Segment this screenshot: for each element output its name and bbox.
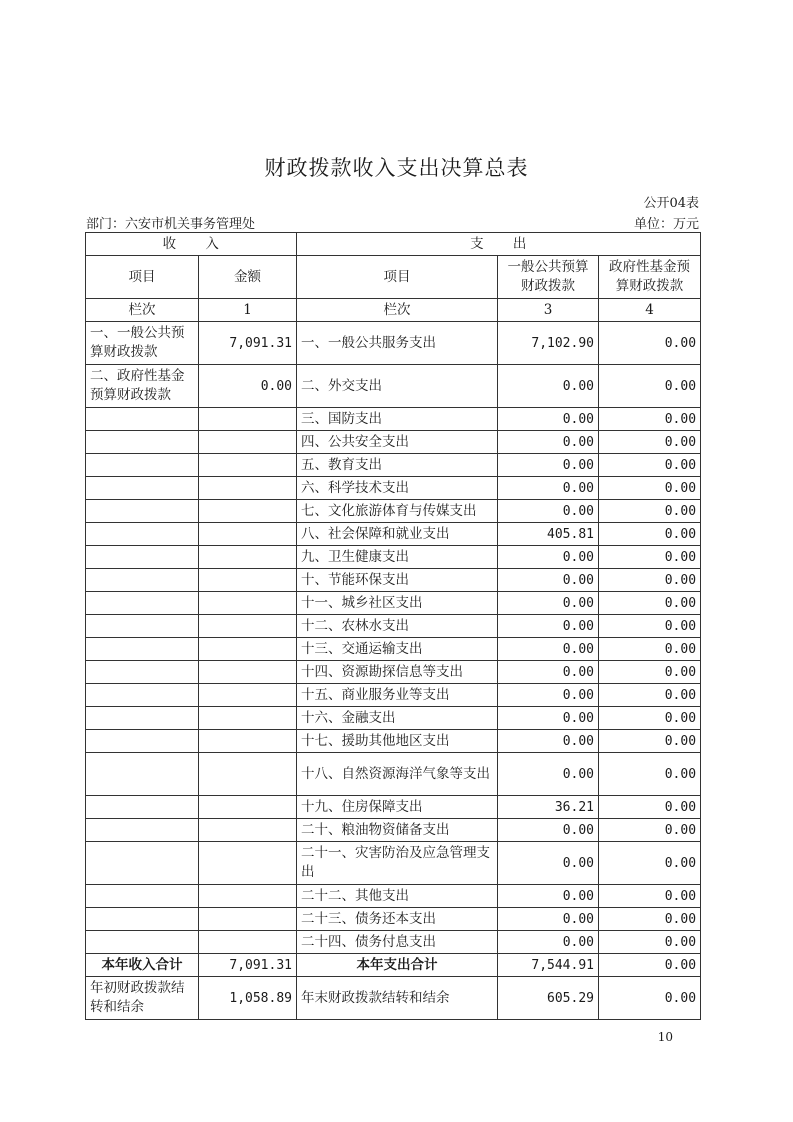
gov-fund-value: 0.00 [599,753,701,796]
page-number: 10 [657,1030,673,1044]
table-row [86,753,701,796]
general-budget-value: 0.00 [498,931,599,954]
gov-fund-value: 0.00 [599,796,701,819]
expense-item: 八、社会保障和就业支出 [297,523,498,546]
general-budget-value: 7,102.90 [498,322,599,365]
gov-fund-value: 0.00 [599,454,701,477]
expense-item: 二十三、债务还本支出 [297,908,498,931]
income-carryover-label: 年初财政拨款结转和结余 [86,977,199,1020]
gov-fund-value: 0.00 [599,569,701,592]
gov-fund-value: 0.00 [599,931,701,954]
table-row [86,477,701,500]
col-index-1: 1 [199,299,297,322]
table-row [86,322,701,365]
table-row [86,661,701,684]
gov-fund-value: 0.00 [599,638,701,661]
col-index-3: 3 [498,299,599,322]
expense-total-general: 7,544.91 [498,954,599,977]
table-row [86,523,701,546]
gov-fund-value: 0.00 [599,500,701,523]
general-budget-value: 0.00 [498,454,599,477]
table-row [86,819,701,842]
row-label-expense: 栏次 [297,299,498,322]
gov-fund-value: 0.00 [599,730,701,753]
general-budget-value: 0.00 [498,477,599,500]
general-budget-value: 0.00 [498,707,599,730]
expense-item: 九、卫生健康支出 [297,546,498,569]
expense-item: 十六、金融支出 [297,707,498,730]
carryover-row [86,977,701,1020]
expense-item: 四、公共安全支出 [297,431,498,454]
gov-fund-value: 0.00 [599,477,701,500]
row-label-income: 栏次 [86,299,199,322]
expense-total-fund: 0.00 [599,954,701,977]
table-row [86,546,701,569]
table-row [86,365,701,408]
expense-item: 三、国防支出 [297,408,498,431]
expense-item: 十三、交通运输支出 [297,638,498,661]
gov-fund-value: 0.00 [599,661,701,684]
expense-total-label: 本年支出合计 [297,954,498,977]
expense-item: 一、一般公共服务支出 [297,322,498,365]
table-row [86,408,701,431]
income-item: 二、政府性基金预算财政拨款 [86,365,199,408]
general-budget-value: 0.00 [498,638,599,661]
totals-row [86,954,701,977]
income-item: 一、一般公共预算财政拨款 [86,322,199,365]
income-carryover-amount: 1,058.89 [199,977,297,1020]
gov-fund-header: 政府性基金预算财政拨款 [599,256,701,299]
general-budget-value: 0.00 [498,431,599,454]
table-row [86,730,701,753]
gov-fund-value: 0.00 [599,431,701,454]
expense-item-header: 项目 [297,256,498,299]
gov-fund-value: 0.00 [599,546,701,569]
table-row [86,908,701,931]
income-amount-header: 金额 [199,256,297,299]
income-group-header: 收 入 [86,233,297,256]
table-row [86,615,701,638]
group-header-row [86,233,701,256]
gov-fund-value: 0.00 [599,842,701,885]
general-budget-value: 0.00 [498,908,599,931]
gov-fund-value: 0.00 [599,615,701,638]
table-row [86,454,701,477]
expense-item: 二十一、灾害防治及应急管理支出 [297,842,498,885]
page-title: 财政拨款收入支出决算总表 [264,156,529,180]
general-budget-value: 0.00 [498,661,599,684]
income-total-amount: 7,091.31 [199,954,297,977]
expense-item: 二十、粮油物资储备支出 [297,819,498,842]
col-index-4: 4 [599,299,701,322]
expense-item: 十八、自然资源海洋气象等支出 [297,753,498,796]
table-row [86,885,701,908]
income-amount: 0.00 [199,365,297,408]
general-budget-value: 0.00 [498,819,599,842]
gov-fund-value: 0.00 [599,908,701,931]
expense-item: 二十二、其他支出 [297,885,498,908]
general-budget-value: 36.21 [498,796,599,819]
table-row [86,684,701,707]
expense-item: 十、节能环保支出 [297,569,498,592]
income-total-label: 本年收入合计 [86,954,199,977]
expense-item: 二、外交支出 [297,365,498,408]
table-row [86,569,701,592]
gov-fund-value: 0.00 [599,684,701,707]
gov-fund-value: 0.00 [599,592,701,615]
expense-item: 十二、农林水支出 [297,615,498,638]
table-row [86,707,701,730]
general-budget-value: 0.00 [498,546,599,569]
expense-item: 十七、援助其他地区支出 [297,730,498,753]
gov-fund-value: 0.00 [599,408,701,431]
form-number: 公开04表 [643,196,699,211]
income-item-header: 项目 [86,256,199,299]
expense-item: 十一、城乡社区支出 [297,592,498,615]
general-budget-value: 0.00 [498,730,599,753]
expense-item: 七、文化旅游体育与传媒支出 [297,500,498,523]
general-budget-value: 0.00 [498,365,599,408]
general-budget-value: 405.81 [498,523,599,546]
general-budget-value: 0.00 [498,592,599,615]
unit-label: 单位：万元 [633,217,699,232]
income-amount: 7,091.31 [199,322,297,365]
budget-summary-table [85,232,701,1020]
table-row [86,842,701,885]
gov-fund-value: 0.00 [599,885,701,908]
table-row [86,931,701,954]
expense-carryover-general: 605.29 [498,977,599,1020]
gov-fund-value: 0.00 [599,322,701,365]
general-budget-value: 0.00 [498,500,599,523]
expense-item: 十九、住房保障支出 [297,796,498,819]
column-index-row [86,299,701,322]
table-row [86,500,701,523]
gov-fund-value: 0.00 [599,365,701,408]
table-row [86,638,701,661]
expense-item: 十四、资源勘探信息等支出 [297,661,498,684]
expense-item: 十五、商业服务业等支出 [297,684,498,707]
department-label: 部门：六安市机关事务管理处 [86,217,256,232]
general-budget-value: 0.00 [498,408,599,431]
gov-fund-value: 0.00 [599,523,701,546]
gov-fund-value: 0.00 [599,707,701,730]
table-row [86,431,701,454]
general-budget-value: 0.00 [498,615,599,638]
general-budget-value: 0.00 [498,684,599,707]
general-budget-value: 0.00 [498,885,599,908]
expense-group-header: 支 出 [297,233,701,256]
expense-item: 六、科学技术支出 [297,477,498,500]
general-budget-value: 0.00 [498,569,599,592]
general-budget-header: 一般公共预算财政拨款 [498,256,599,299]
expense-item: 二十四、债务付息支出 [297,931,498,954]
column-header-row [86,256,701,299]
table-row [86,796,701,819]
expense-carryover-label: 年末财政拨款结转和结余 [297,977,498,1020]
expense-item: 五、教育支出 [297,454,498,477]
table-row [86,592,701,615]
general-budget-value: 0.00 [498,842,599,885]
gov-fund-value: 0.00 [599,819,701,842]
general-budget-value: 0.00 [498,753,599,796]
expense-carryover-fund: 0.00 [599,977,701,1020]
